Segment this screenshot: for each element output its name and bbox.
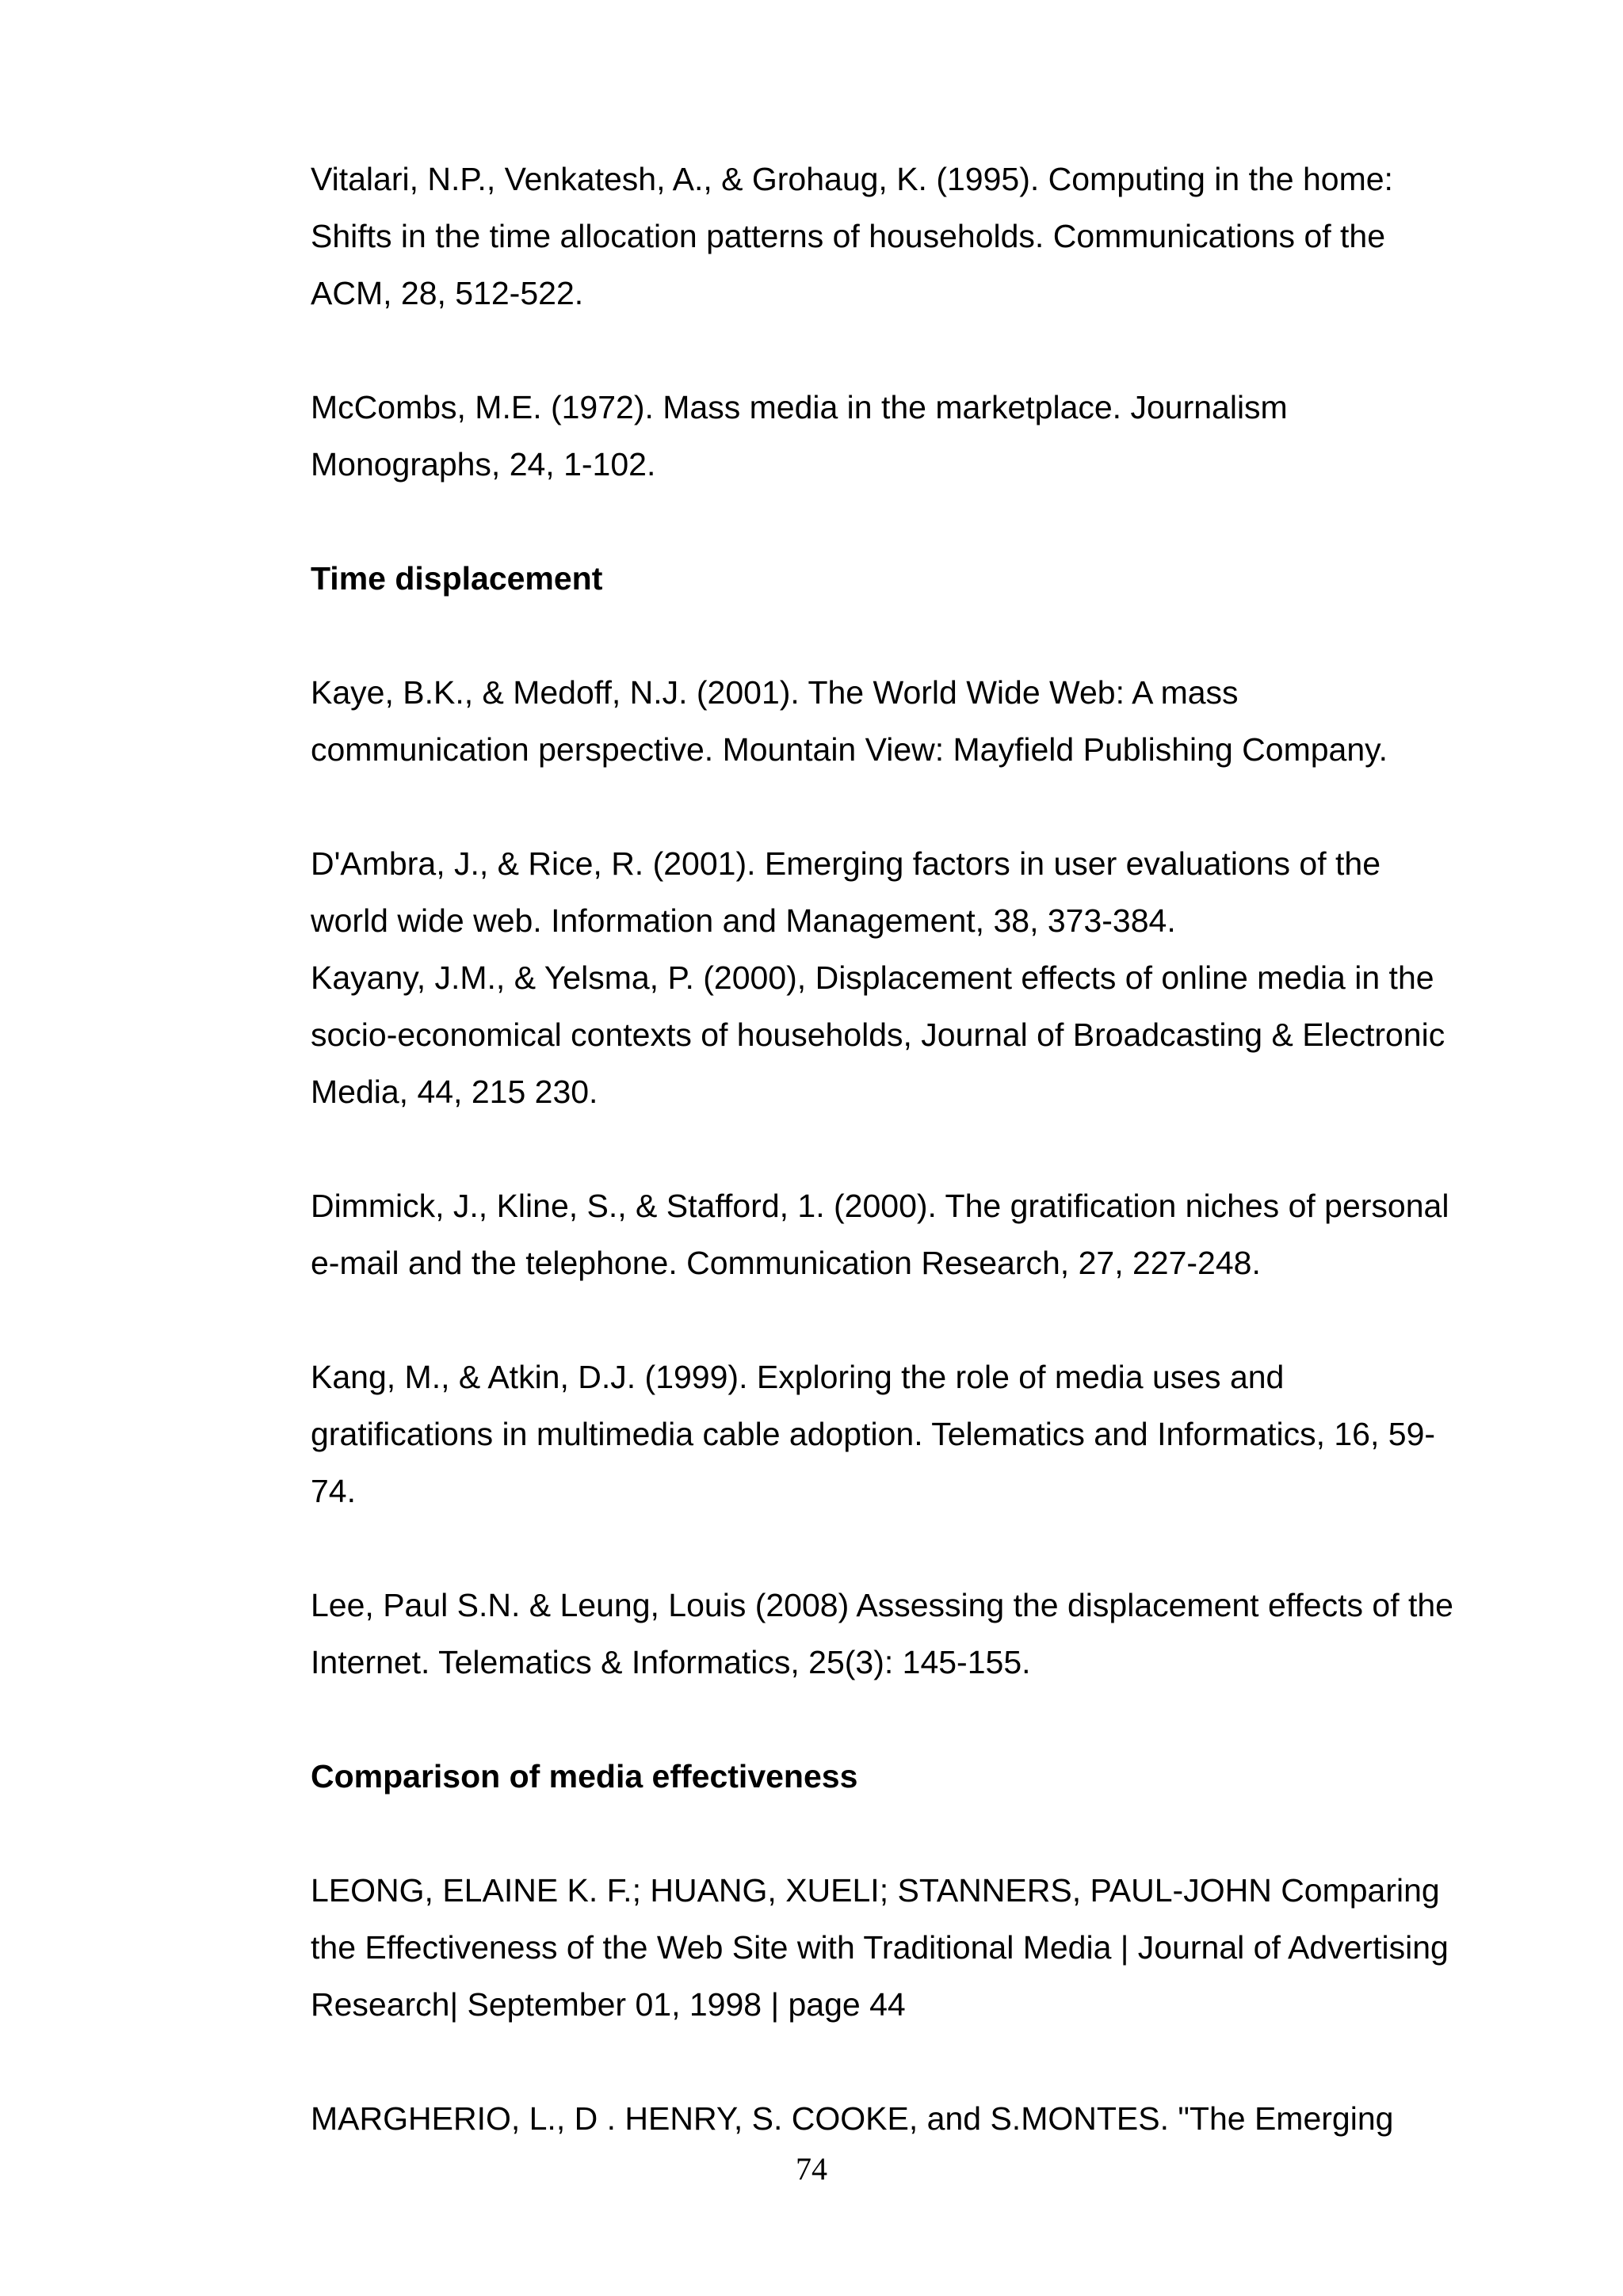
paragraph-gap	[311, 493, 1484, 550]
paragraph-gap	[311, 322, 1484, 379]
reference-line: Shifts in the time allocation patterns of households. Communications of the	[311, 218, 1386, 254]
section-heading-time-displacement: Time displacement	[311, 560, 603, 597]
reference-line: Monographs, 24, 1-102.	[311, 446, 656, 482]
reference-line: e-mail and the telephone. Communication Research, 27, 227-248.	[311, 1245, 1261, 1281]
reference-line: MARGHERIO, L., D . HENRY, S. COOKE, and S.MONTES. "The Emerging	[311, 2100, 1394, 2137]
reference-line: ACM, 28, 512-522.	[311, 275, 584, 311]
paragraph-gap	[311, 1291, 1484, 1348]
paragraph-gap	[311, 1691, 1484, 1748]
reference-entry	[311, 379, 1484, 493]
reference-line: Kang, M., & Atkin, D.J. (1999). Exploring the role of media uses and	[311, 1359, 1285, 1395]
reference-list	[311, 151, 1484, 2147]
reference-line: Media, 44, 215 230.	[311, 1074, 598, 1110]
reference-line: Research| September 01, 1998 | page 44	[311, 1986, 906, 2023]
reference-line: Lee, Paul S.N. & Leung, Louis (2008) Assessing the displacement effects of the	[311, 1587, 1453, 1623]
reference-line: Internet. Telematics & Informatics, 25(3): 145-155.	[311, 1644, 1031, 1680]
reference-entry	[311, 1177, 1484, 1291]
reference-line: LEONG, ELAINE K. F.; HUANG, XUELI; STANNERS, PAUL-JOHN Comparing	[311, 1872, 1440, 1909]
reference-entry	[311, 835, 1484, 1120]
paragraph-gap	[311, 1120, 1484, 1177]
paragraph-gap	[311, 607, 1484, 664]
page-number: 74	[796, 2151, 827, 2187]
paragraph-gap	[311, 1805, 1484, 1862]
reference-line: socio-economical contexts of households, Journal of Broadcasting & Electronic	[311, 1016, 1445, 1053]
paragraph-gap	[311, 1520, 1484, 1577]
reference-entry	[311, 664, 1484, 778]
reference-line: communication perspective. Mountain View: Mayfield Publishing Company.	[311, 731, 1388, 768]
reference-line: McCombs, M.E. (1972). Mass media in the marketplace. Journalism	[311, 389, 1288, 425]
reference-line: Kayany, J.M., & Yelsma, P. (2000), Displacement effects of online media in the	[311, 959, 1434, 996]
reference-entry	[311, 151, 1484, 322]
reference-line: world wide web. Information and Management, 38, 373-384.	[311, 902, 1176, 939]
reference-entry	[311, 2090, 1484, 2147]
reference-line: 74.	[311, 1473, 356, 1509]
reference-line: Dimmick, J., Kline, S., & Stafford, 1. (2000). The gratification niches of personal	[311, 1188, 1449, 1224]
section-heading-media-effectiveness: Comparison of media effectiveness	[311, 1758, 858, 1794]
reference-line: the Effectiveness of the Web Site with Traditional Media | Journal of Advertising	[311, 1929, 1449, 1966]
reference-entry	[311, 1862, 1484, 2033]
reference-line: gratifications in multimedia cable adoption. Telematics and Informatics, 16, 59-	[311, 1416, 1436, 1452]
reference-entry	[311, 1577, 1484, 1691]
paragraph-gap	[311, 778, 1484, 835]
reference-line: Vitalari, N.P., Venkatesh, A., & Grohaug, K. (1995). Computing in the home:	[311, 161, 1393, 197]
reference-line: Kaye, B.K., & Medoff, N.J. (2001). The World Wide Web: A mass	[311, 674, 1239, 711]
paragraph-gap	[311, 2033, 1484, 2090]
reference-entry	[311, 1348, 1484, 1520]
reference-line: D'Ambra, J., & Rice, R. (2001). Emerging factors in user evaluations of the	[311, 845, 1381, 882]
